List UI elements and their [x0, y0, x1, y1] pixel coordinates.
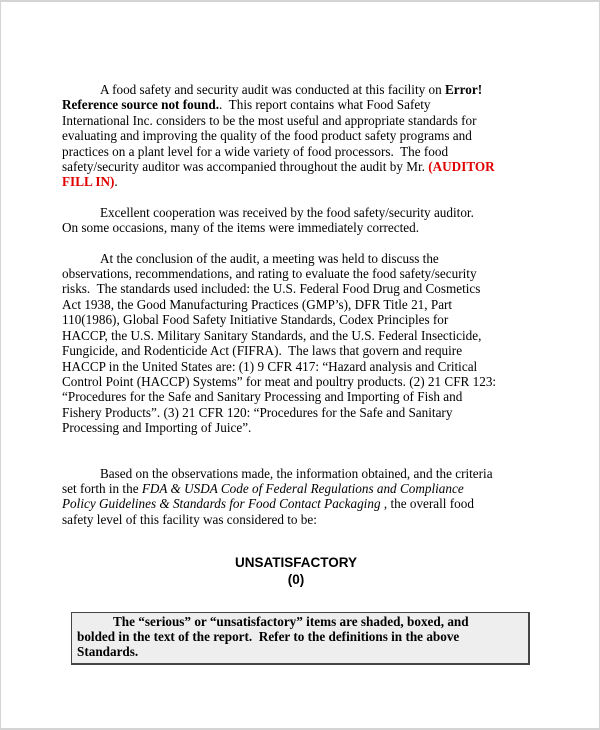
- text-line: [62, 281, 530, 296]
- text-run: FILL IN): [62, 174, 115, 190]
- text-line: [62, 328, 530, 343]
- text-run: bolded in the text of the report. Refer to the definitions in the above: [77, 628, 460, 644]
- text-run: The “serious” or “unsatisfactory” items are shaded, boxed, and: [113, 614, 469, 630]
- text-run: practices on a plant level for a wide variety of food processors. The food: [62, 143, 449, 159]
- text-line: [62, 159, 530, 174]
- text-line: [62, 343, 530, 358]
- text-line: [62, 420, 530, 435]
- text-run: Standards.: [77, 643, 139, 659]
- text-run: safety level of this facility was considered to be:: [62, 511, 317, 527]
- text-run: Policy Guidelines & Standards for Food Contact Packaging: [62, 496, 381, 512]
- text-line: [62, 97, 530, 112]
- text-line: [62, 205, 530, 220]
- text-run: FDA & USDA Code of Federal Regulations and Compliance: [141, 480, 464, 496]
- text-line: [62, 82, 530, 97]
- text-run: set forth in the: [62, 480, 142, 496]
- text-line: [62, 251, 530, 266]
- text-run: On some occasions, many of the items were immediately corrected.: [62, 220, 420, 236]
- text-line: [62, 113, 530, 128]
- text-run: Control Point (HACCP) Systems” for meat and poultry products. (2) 21 CFR 123:: [62, 373, 497, 389]
- paragraph-audit-intro: [62, 82, 530, 190]
- text-line: [62, 374, 530, 389]
- document-content: [62, 82, 530, 665]
- text-run: safety/security auditor was accompanied throughout the audit by Mr.: [62, 159, 429, 175]
- text-line: [62, 266, 530, 281]
- rating-score: (0): [287, 571, 305, 587]
- text-line: [62, 405, 530, 420]
- text-run: (AUDITOR: [428, 159, 495, 175]
- text-line: [62, 389, 530, 404]
- text-line: [77, 630, 522, 645]
- text-run: observations, recommendations, and rating to evaluate the food safety/security: [62, 266, 477, 282]
- text-run: evaluating and improving the quality of the food product safety programs and: [62, 128, 472, 144]
- text-line: [62, 144, 530, 159]
- text-line: [62, 174, 530, 189]
- paragraph-standards: [62, 251, 530, 436]
- notice-box: [71, 612, 530, 664]
- text-run: 110(1986), Global Food Safety Initiative Standards, Codex Principles for: [62, 312, 449, 328]
- text-line: [77, 615, 522, 630]
- text-run: risks. The standards used included: the U.S. Federal Food Drug and Cosmetics: [62, 281, 481, 297]
- text-line: [62, 512, 530, 527]
- text-line: [62, 128, 530, 143]
- text-run: Error!: [444, 82, 483, 97]
- text-run: At the conclusion of the audit, a meeting was held to discuss the: [100, 250, 439, 266]
- text-run: Processing and Importing of Juice”.: [62, 420, 252, 436]
- text-line: [62, 297, 530, 312]
- text-run: Reference source not found.: [62, 97, 220, 113]
- text-run: “Procedures for the Safe and Sanitary Processing and Importing of Fish and: [62, 389, 463, 405]
- text-line: [62, 359, 530, 374]
- text-line: [62, 220, 530, 235]
- paragraph-cooperation: [62, 205, 530, 236]
- text-line: [62, 312, 530, 327]
- text-line: [62, 466, 530, 481]
- text-run: HACCP in the United States are: (1) 9 CFR 417: “Hazard analysis and Critical: [62, 358, 478, 374]
- text-line: [77, 645, 522, 660]
- text-run: Fungicide, and Rodenticide Act (FIFRA). The laws that govern and require: [62, 343, 463, 359]
- text-run: A food safety and security audit was conducted at this facility on: [100, 82, 445, 97]
- text-run: HACCP, the U.S. Military Sanitary Standards, and the U.S. Federal Insecticide,: [62, 327, 482, 343]
- rating-block: [62, 555, 530, 588]
- text-run: Excellent cooperation was received by the food safety/security auditor.: [100, 204, 474, 220]
- text-line: [62, 481, 530, 496]
- text-run: Act 1938, the Good Manufacturing Practices (GMP’s), DFR Title 21, Part: [62, 296, 453, 312]
- text-run: .: [114, 174, 118, 190]
- text-run: . This report contains what Food Safety: [219, 97, 431, 113]
- text-run: Fishery Products”. (3) 21 CFR 120: “Procedures for the Safe and Sanitary: [62, 404, 453, 420]
- text-run: Based on the observations made, the information obtained, and the criteria: [100, 465, 493, 481]
- text-run: , the overall food: [380, 496, 474, 512]
- text-line: [62, 496, 530, 511]
- paragraph-conclusion: [62, 466, 530, 528]
- text-run: International Inc. considers to be the most useful and appropriate standards for: [62, 112, 477, 128]
- rating-label: UNSATISFACTORY: [234, 555, 357, 571]
